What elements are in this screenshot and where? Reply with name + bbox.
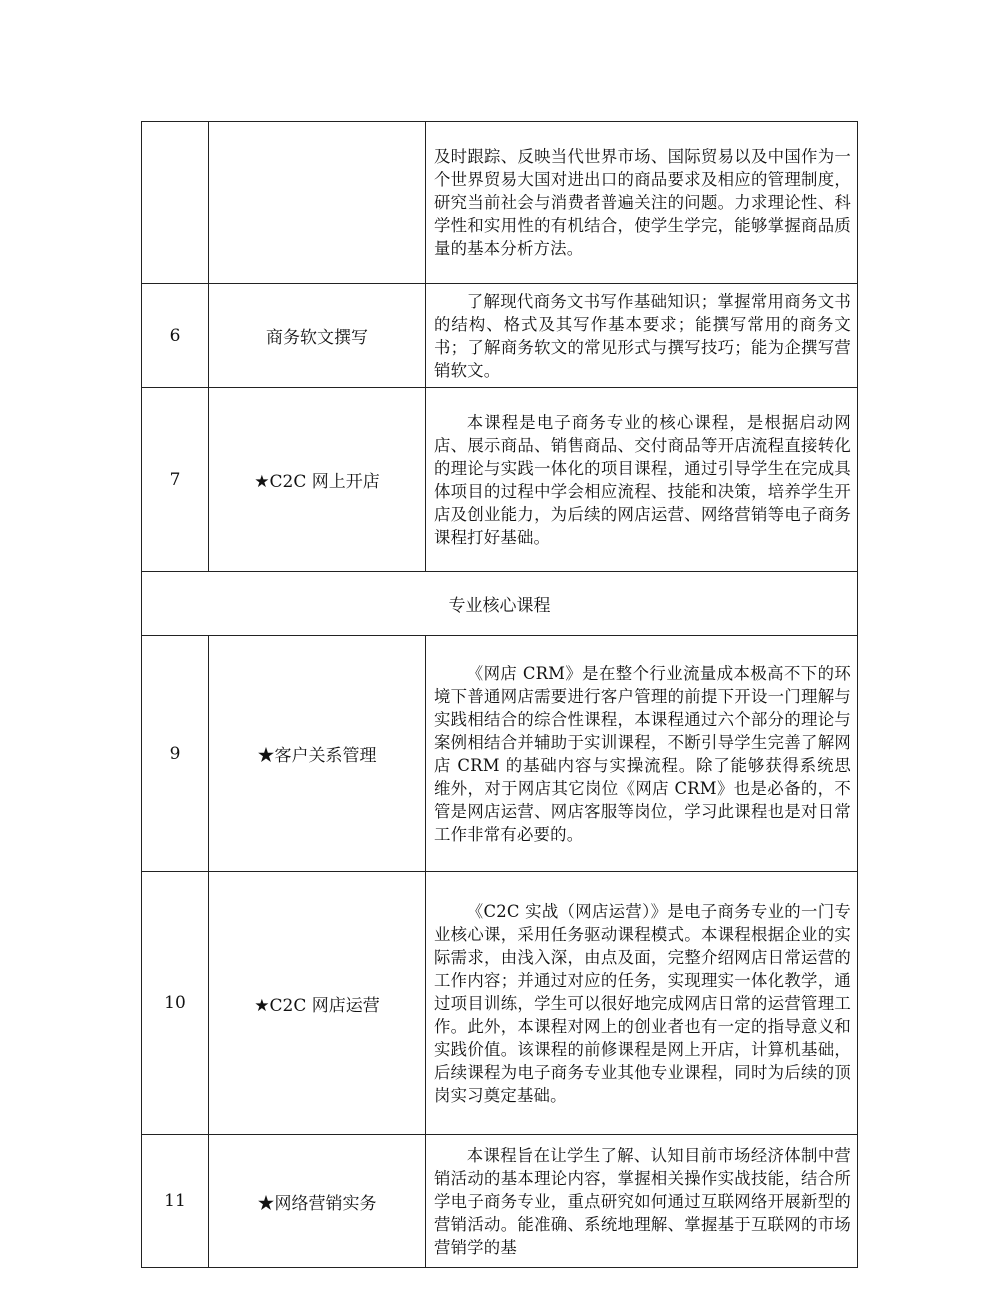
course-number xyxy=(142,122,209,284)
table-row xyxy=(142,122,858,284)
course-name: 商务软文撰写 xyxy=(209,284,426,388)
course-number: 9 xyxy=(142,636,209,872)
table-row xyxy=(142,636,858,872)
course-table xyxy=(141,121,858,1268)
course-description: 《C2C 实战（网店运营）》是电子商务专业的一门专业核心课，采用任务驱动课程模式。本课程根据企业的实际需求，由浅入深，由点及面，完整介绍网店日常运营的工作内容；并通过对应的任务，实现理实一体化教学，通过项目训练，学生可以很好地完成网店日常的运营管理工作。此外，本课程对网上的创业者也有一定的指导意义和实践价值。该课程的前修课程是网上开店，计算机基础，后续课程为电子商务专业其他专业课程，同时为后续的顶岗实习奠定基础。 xyxy=(426,872,858,1135)
course-description: 了解现代商务文书写作基础知识；掌握常用商务文书的结构、格式及其写作基本要求；能撰写常用的商务文书；了解商务软文的常见形式与撰写技巧；能为企撰写营销软文。 xyxy=(426,284,858,388)
table-row xyxy=(142,872,858,1135)
course-name: ★C2C 网店运营 xyxy=(209,872,426,1135)
table-row xyxy=(142,388,858,572)
course-description: 本课程旨在让学生了解、认知目前市场经济体制中营销活动的基本理论内容，掌握相关操作实战技能，结合所学电子商务专业，重点研究如何通过互联网络开展新型的营销活动。能准确、系统地理解、掌握基于互联网的市场营销学的基 xyxy=(426,1135,858,1268)
course-name xyxy=(209,122,426,284)
section-title: 专业核心课程 xyxy=(142,572,858,636)
section-header-row xyxy=(142,572,858,636)
course-table-page xyxy=(141,121,857,1268)
course-name: ★客户关系管理 xyxy=(209,636,426,872)
table-row xyxy=(142,284,858,388)
course-description: 《网店 CRM》是在整个行业流量成本极高不下的环境下普通网店需要进行客户管理的前提下开设一门理解与实践相结合的综合性课程，本课程通过六个部分的理论与案例相结合并辅助于实训课程，不断引导学生完善了解网店 CRM 的基础内容与实操流程。除了能够获得系统思维外，对于网店其它岗位《网店 CRM》也是必备的，不管是网店运营、网店客服等岗位，学习此课程也是对日常工作非常有必要的。 xyxy=(426,636,858,872)
course-number: 6 xyxy=(142,284,209,388)
course-number: 7 xyxy=(142,388,209,572)
course-description: 本课程是电子商务专业的核心课程，是根据启动网店、展示商品、销售商品、交付商品等开店流程直接转化的理论与实践一体化的项目课程，通过引导学生在完成具体项目的过程中学会相应流程、技能和决策，培养学生开店及创业能力，为后续的网店运营、网络营销等电子商务课程打好基础。 xyxy=(426,388,858,572)
course-number: 10 xyxy=(142,872,209,1135)
course-name: ★C2C 网上开店 xyxy=(209,388,426,572)
course-name: ★网络营销实务 xyxy=(209,1135,426,1268)
course-number: 11 xyxy=(142,1135,209,1268)
course-description: 及时跟踪、反映当代世界市场、国际贸易以及中国作为一个世界贸易大国对进出口的商品要求及相应的管理制度，研究当前社会与消费者普遍关注的问题。力求理论性、科学性和实用性的有机结合，使学生学完，能够掌握商品质量的基本分析方法。 xyxy=(426,122,858,284)
table-row xyxy=(142,1135,858,1268)
